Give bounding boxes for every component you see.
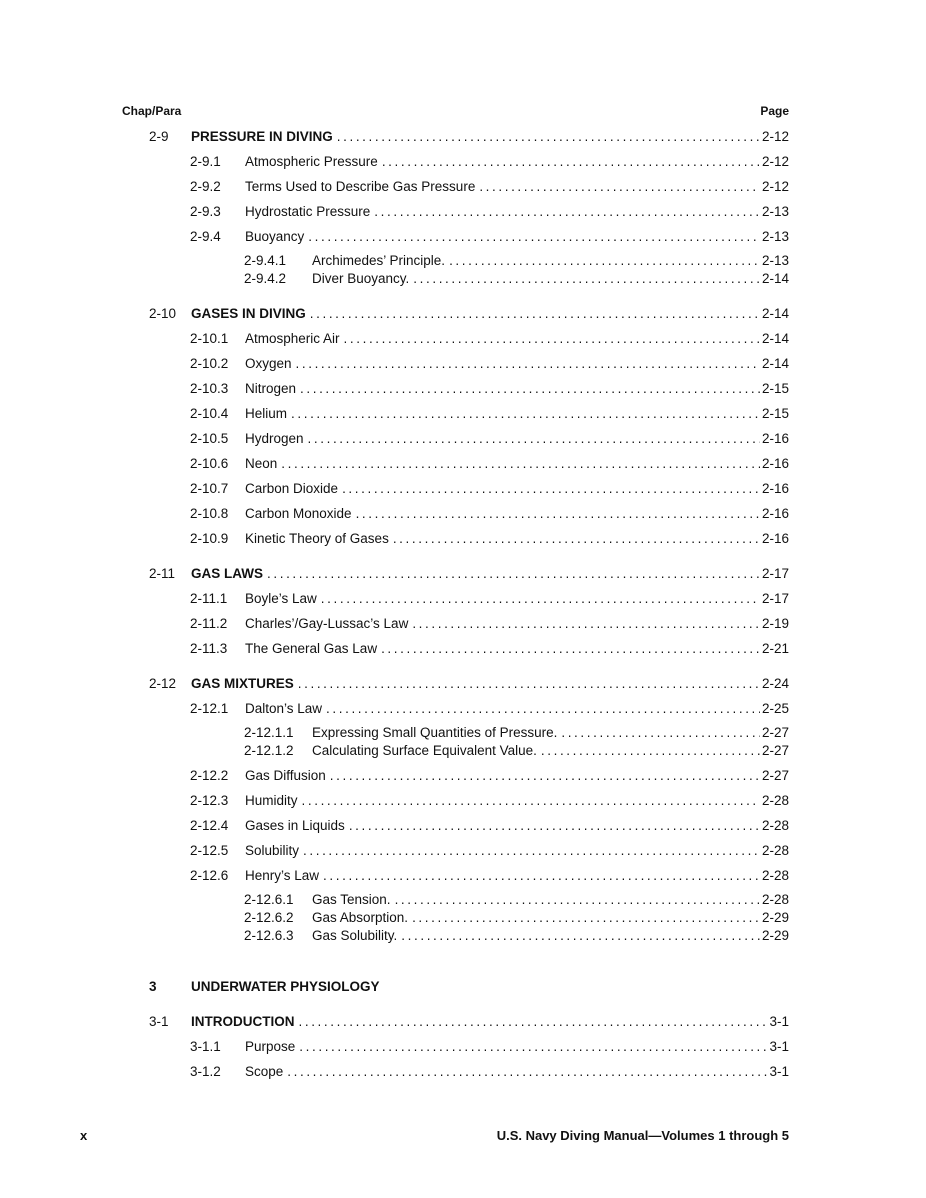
entry-number: 2-11.3 (190, 641, 228, 656)
page-number: x (80, 1128, 88, 1143)
dot-leader (399, 927, 760, 945)
entry-page: 2-15 (761, 406, 789, 421)
entry-title: Helium (245, 406, 288, 421)
toc-entry[interactable] (244, 724, 789, 742)
entry-number: 2-12.6.2 (244, 910, 294, 925)
chapter-heading[interactable] (149, 977, 789, 997)
entry-number: 2-11.1 (190, 591, 228, 606)
entry-number: 2-11.2 (190, 616, 228, 631)
entry-title: Terms Used to Describe Gas Pressure (245, 179, 476, 194)
entry-title: Nitrogen (245, 381, 297, 396)
entry-page: 3-1 (769, 1039, 789, 1054)
entry-title: Buoyancy (245, 229, 305, 244)
dot-leader (340, 479, 760, 499)
toc-entry[interactable] (190, 429, 789, 449)
entry-number: 2-10.4 (190, 406, 229, 421)
entry-number: 2-9.4.2 (244, 271, 287, 286)
entry-page: 2-25 (761, 701, 789, 716)
toc-entry[interactable] (190, 227, 789, 247)
entry-page: 2-16 (761, 456, 789, 471)
toc-entry[interactable] (190, 354, 789, 374)
entry-number: 3-1.2 (190, 1064, 221, 1079)
entry-number: 2-10.7 (190, 481, 229, 496)
entry-title: Humidity (245, 793, 298, 808)
entry-title: Atmospheric Pressure (245, 154, 378, 169)
entry-page: 2-29 (761, 910, 789, 925)
entry-title: Diver Buoyancy. (312, 271, 410, 286)
entry-number: 2-10.5 (190, 431, 229, 446)
dot-leader (342, 329, 760, 349)
dot-leader (354, 504, 760, 524)
entry-page: 2-14 (761, 306, 789, 321)
entry-number: 2-9.2 (190, 179, 221, 194)
toc-entry[interactable] (190, 816, 789, 836)
entry-number: 2-9 (149, 129, 169, 144)
toc-entry[interactable] (244, 270, 789, 288)
entry-title: Henry’s Law (245, 868, 320, 883)
toc-entry[interactable] (190, 1062, 789, 1082)
entry-number: 2-12.6.1 (244, 892, 294, 907)
dot-leader (289, 404, 760, 424)
entry-page: 2-14 (761, 356, 789, 371)
entry-number: 2-10.3 (190, 381, 229, 396)
toc-entry[interactable] (149, 1012, 789, 1032)
toc-entry[interactable] (244, 927, 789, 945)
dot-leader (559, 724, 760, 742)
dot-leader (308, 304, 760, 324)
entry-title: Solubility (245, 843, 300, 858)
toc-entry[interactable] (149, 674, 789, 694)
entry-page: 2-28 (761, 843, 789, 858)
entry-title: The General Gas Law (245, 641, 378, 656)
entry-title: Dalton’s Law (245, 701, 323, 716)
dot-leader (477, 177, 760, 197)
entry-page: 2-28 (761, 818, 789, 833)
entry-number: 2-11 (149, 566, 176, 581)
dot-leader (410, 614, 760, 634)
dot-leader (279, 454, 760, 474)
entry-title: Gas Solubility. (312, 928, 398, 943)
entry-number: 2-12.6 (190, 868, 229, 883)
dot-leader (410, 909, 760, 927)
toc-entry[interactable] (244, 252, 789, 270)
toc-entry[interactable] (149, 564, 789, 584)
entry-page: 3-1 (769, 1014, 789, 1029)
entry-number: 3-1.1 (190, 1039, 221, 1054)
entry-number: 2-12.1.2 (244, 743, 294, 758)
toc-entry[interactable] (190, 1037, 789, 1057)
toc-entry[interactable] (190, 529, 789, 549)
entry-number: 2-9.4 (190, 229, 221, 244)
entry-page: 3-1 (769, 1064, 789, 1079)
entry-page: 2-15 (761, 381, 789, 396)
toc-entry[interactable] (190, 766, 789, 786)
toc-entry[interactable] (244, 909, 789, 927)
dot-leader (335, 127, 760, 147)
toc-entry[interactable] (190, 504, 789, 524)
entry-number: 2-12 (149, 676, 177, 691)
entry-page: 2-27 (761, 768, 789, 783)
dot-leader (301, 841, 760, 861)
toc-entry[interactable] (190, 177, 789, 197)
dot-leader (300, 791, 760, 811)
entry-title: GASES IN DIVING (191, 306, 306, 321)
entry-title: Purpose (245, 1039, 296, 1054)
entry-page: 2-27 (761, 725, 789, 740)
entry-title: GAS MIXTURES (191, 676, 294, 691)
dot-leader (328, 766, 760, 786)
entry-page: 2-29 (761, 928, 789, 943)
toc-entry[interactable] (190, 589, 789, 609)
entry-number: 2-10.6 (190, 456, 229, 471)
toc-entry[interactable] (190, 202, 789, 222)
entry-title: Gases in Liquids (245, 818, 345, 833)
entry-number: 2-12.6.3 (244, 928, 294, 943)
entry-title: UNDERWATER PHYSIOLOGY (191, 979, 380, 994)
entry-title: Calculating Surface Equivalent Value. (312, 743, 537, 758)
entry-title: Gas Absorption. (312, 910, 409, 925)
dot-leader (285, 1062, 767, 1082)
entry-title: INTRODUCTION (191, 1014, 295, 1029)
toc-entry[interactable] (190, 639, 789, 659)
column-header-chap-para: Chap/Para (122, 104, 182, 118)
entry-number: 2-12.1 (190, 701, 229, 716)
entry-page: 2-17 (761, 566, 789, 581)
entry-number: 2-12.4 (190, 818, 229, 833)
toc-entry[interactable] (190, 479, 789, 499)
entry-number: 2-9.3 (190, 204, 221, 219)
entry-title: Neon (245, 456, 278, 471)
entry-page: 2-12 (761, 179, 789, 194)
document-title: U.S. Navy Diving Manual—Volumes 1 through 5 (496, 1128, 789, 1143)
entry-page: 2-28 (761, 793, 789, 808)
entry-page: 2-14 (761, 331, 789, 346)
entry-title: Atmospheric Air (245, 331, 340, 346)
dot-leader (306, 227, 760, 247)
entry-page: 2-17 (761, 591, 789, 606)
dot-leader (297, 1012, 768, 1032)
entry-page: 2-16 (761, 431, 789, 446)
entry-page: 2-21 (761, 641, 789, 656)
entry-title: Boyle’s Law (245, 591, 317, 606)
dot-leader (379, 639, 760, 659)
dot-leader (324, 699, 760, 719)
entry-number: 2-9.1 (190, 154, 221, 169)
entry-page: 2-13 (761, 229, 789, 244)
entry-page: 2-16 (761, 481, 789, 496)
entry-title: PRESSURE IN DIVING (191, 129, 333, 144)
toc-entry[interactable] (149, 304, 789, 324)
toc-entry[interactable] (190, 329, 789, 349)
entry-page: 2-13 (761, 204, 789, 219)
dot-leader (321, 866, 760, 886)
toc-entry[interactable] (190, 379, 789, 399)
dot-leader (347, 816, 760, 836)
dot-leader (372, 202, 760, 222)
entry-number: 2-10.1 (190, 331, 229, 346)
toc-entry[interactable] (149, 127, 789, 147)
entry-title: Gas Diffusion (245, 768, 326, 783)
entry-number: 3 (149, 979, 157, 994)
entry-number: 2-12.5 (190, 843, 229, 858)
dot-leader (294, 354, 760, 374)
toc-entry[interactable] (190, 791, 789, 811)
entry-page: 2-14 (761, 271, 789, 286)
entry-page: 2-16 (761, 506, 789, 521)
dot-leader (319, 589, 760, 609)
toc-entry[interactable] (190, 454, 789, 474)
dot-leader (447, 252, 760, 270)
entry-title: Hydrogen (245, 431, 304, 446)
dot-leader (411, 270, 760, 288)
entry-title: Charles’/Gay-Lussac’s Law (245, 616, 409, 631)
entry-title: Carbon Monoxide (245, 506, 352, 521)
entry-page: 2-24 (761, 676, 789, 691)
dot-leader (306, 429, 760, 449)
dot-leader (393, 891, 760, 909)
toc-entry[interactable] (244, 742, 789, 760)
entry-page: 2-19 (761, 616, 789, 631)
toc-entry[interactable] (190, 152, 789, 172)
dot-leader (298, 379, 760, 399)
entry-title: Archimedes’ Principle. (312, 253, 446, 268)
entry-page: 2-12 (761, 154, 789, 169)
entry-title: Hydrostatic Pressure (245, 204, 371, 219)
entry-number: 2-12.2 (190, 768, 229, 783)
dot-leader (391, 529, 760, 549)
entry-page: 2-28 (761, 868, 789, 883)
dot-leader (265, 564, 760, 584)
toc-entry[interactable] (190, 866, 789, 886)
entry-number: 2-10.9 (190, 531, 229, 546)
entry-title: Gas Tension. (312, 892, 391, 907)
entry-title: Oxygen (245, 356, 292, 371)
entry-title: GAS LAWS (191, 566, 264, 581)
entry-title: Carbon Dioxide (245, 481, 339, 496)
entry-number: 2-9.4.1 (244, 253, 287, 268)
entry-page: 2-13 (761, 253, 789, 268)
dot-leader (296, 674, 760, 694)
dot-leader (380, 152, 760, 172)
entry-page: 2-12 (761, 129, 789, 144)
entry-title: Kinetic Theory of Gases (245, 531, 389, 546)
toc-entry[interactable] (244, 891, 789, 909)
dot-leader (297, 1037, 767, 1057)
entry-number: 3-1 (149, 1014, 169, 1029)
toc-entry[interactable] (190, 699, 789, 719)
entry-number: 2-10.2 (190, 356, 229, 371)
toc-entry[interactable] (190, 614, 789, 634)
entry-title: Scope (245, 1064, 284, 1079)
column-header-page: Page (760, 104, 789, 118)
toc-entry[interactable] (190, 841, 789, 861)
entry-number: 2-10 (149, 306, 177, 321)
entry-page: 2-27 (761, 743, 789, 758)
dot-leader (539, 742, 760, 760)
entry-number: 2-10.8 (190, 506, 229, 521)
entry-page: 2-16 (761, 531, 789, 546)
entry-number: 2-12.1.1 (244, 725, 294, 740)
entry-number: 2-12.3 (190, 793, 229, 808)
toc-entry[interactable] (190, 404, 789, 424)
entry-title: Expressing Small Quantities of Pressure. (312, 725, 558, 740)
entry-page: 2-28 (761, 892, 789, 907)
